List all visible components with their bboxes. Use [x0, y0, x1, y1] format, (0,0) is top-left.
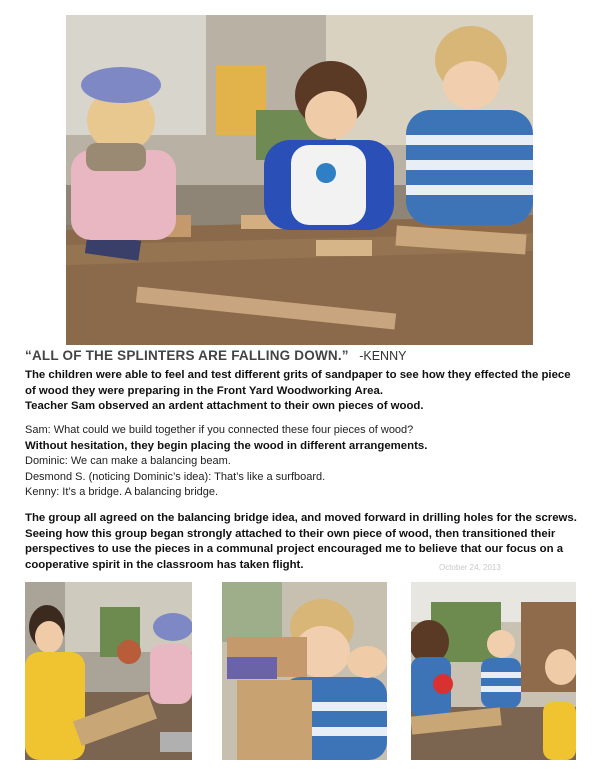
photo-sanding-illustration [25, 582, 192, 760]
quote-heading [25, 347, 585, 365]
quote-attribution: -KENNY [359, 349, 407, 363]
conversation-line: Dominic: We can make a balancing beam. [25, 455, 231, 468]
intro-paragraph: The children were able to feel and test different grits of sandpaper to see how they effected the piece of wood they were preparing in the Front Yard Woodworking Area. [25, 369, 571, 397]
conclusion-paragraph: The group all agreed on the balancing bridge idea, and moved forward in drilling holes for the screws. Seeing how this group began strongly attached to their own piece of wood, then transitioned their perspectives to use the pieces in a communal project encouraged me to believe that our focus on a cooperative spirit in the classroom has taken flight. [25, 512, 577, 571]
photo-closeup [222, 582, 387, 760]
conversation-line: Without hesitation, they begin placing the wood in different arrangements. [25, 439, 428, 452]
conversation-line: Kenny: It’s a bridge. A balancing bridge. [25, 486, 219, 499]
conversation-line: Sam: What could we build together if you connected these four pieces of wood? [25, 424, 414, 436]
photo-sanding [25, 582, 192, 760]
conversation-line: Desmond S. (noticing Dominic’s idea): That’s like a surfboard. [25, 470, 326, 483]
intro-text [25, 368, 580, 415]
photo-closeup-illustration [222, 582, 387, 760]
hero-photo [66, 15, 533, 345]
document-date: October 24, 2013 [439, 563, 501, 572]
conversation [25, 423, 580, 501]
photo-drilling [411, 582, 576, 760]
child-quote: “ALL OF THE SPLINTERS ARE FALLING DOWN.” [25, 348, 349, 363]
photo-drilling-illustration [411, 582, 576, 760]
intro-observation: Teacher Sam observed an ardent attachment to their own pieces of wood. [25, 400, 424, 413]
hero-photo-illustration [66, 15, 533, 345]
